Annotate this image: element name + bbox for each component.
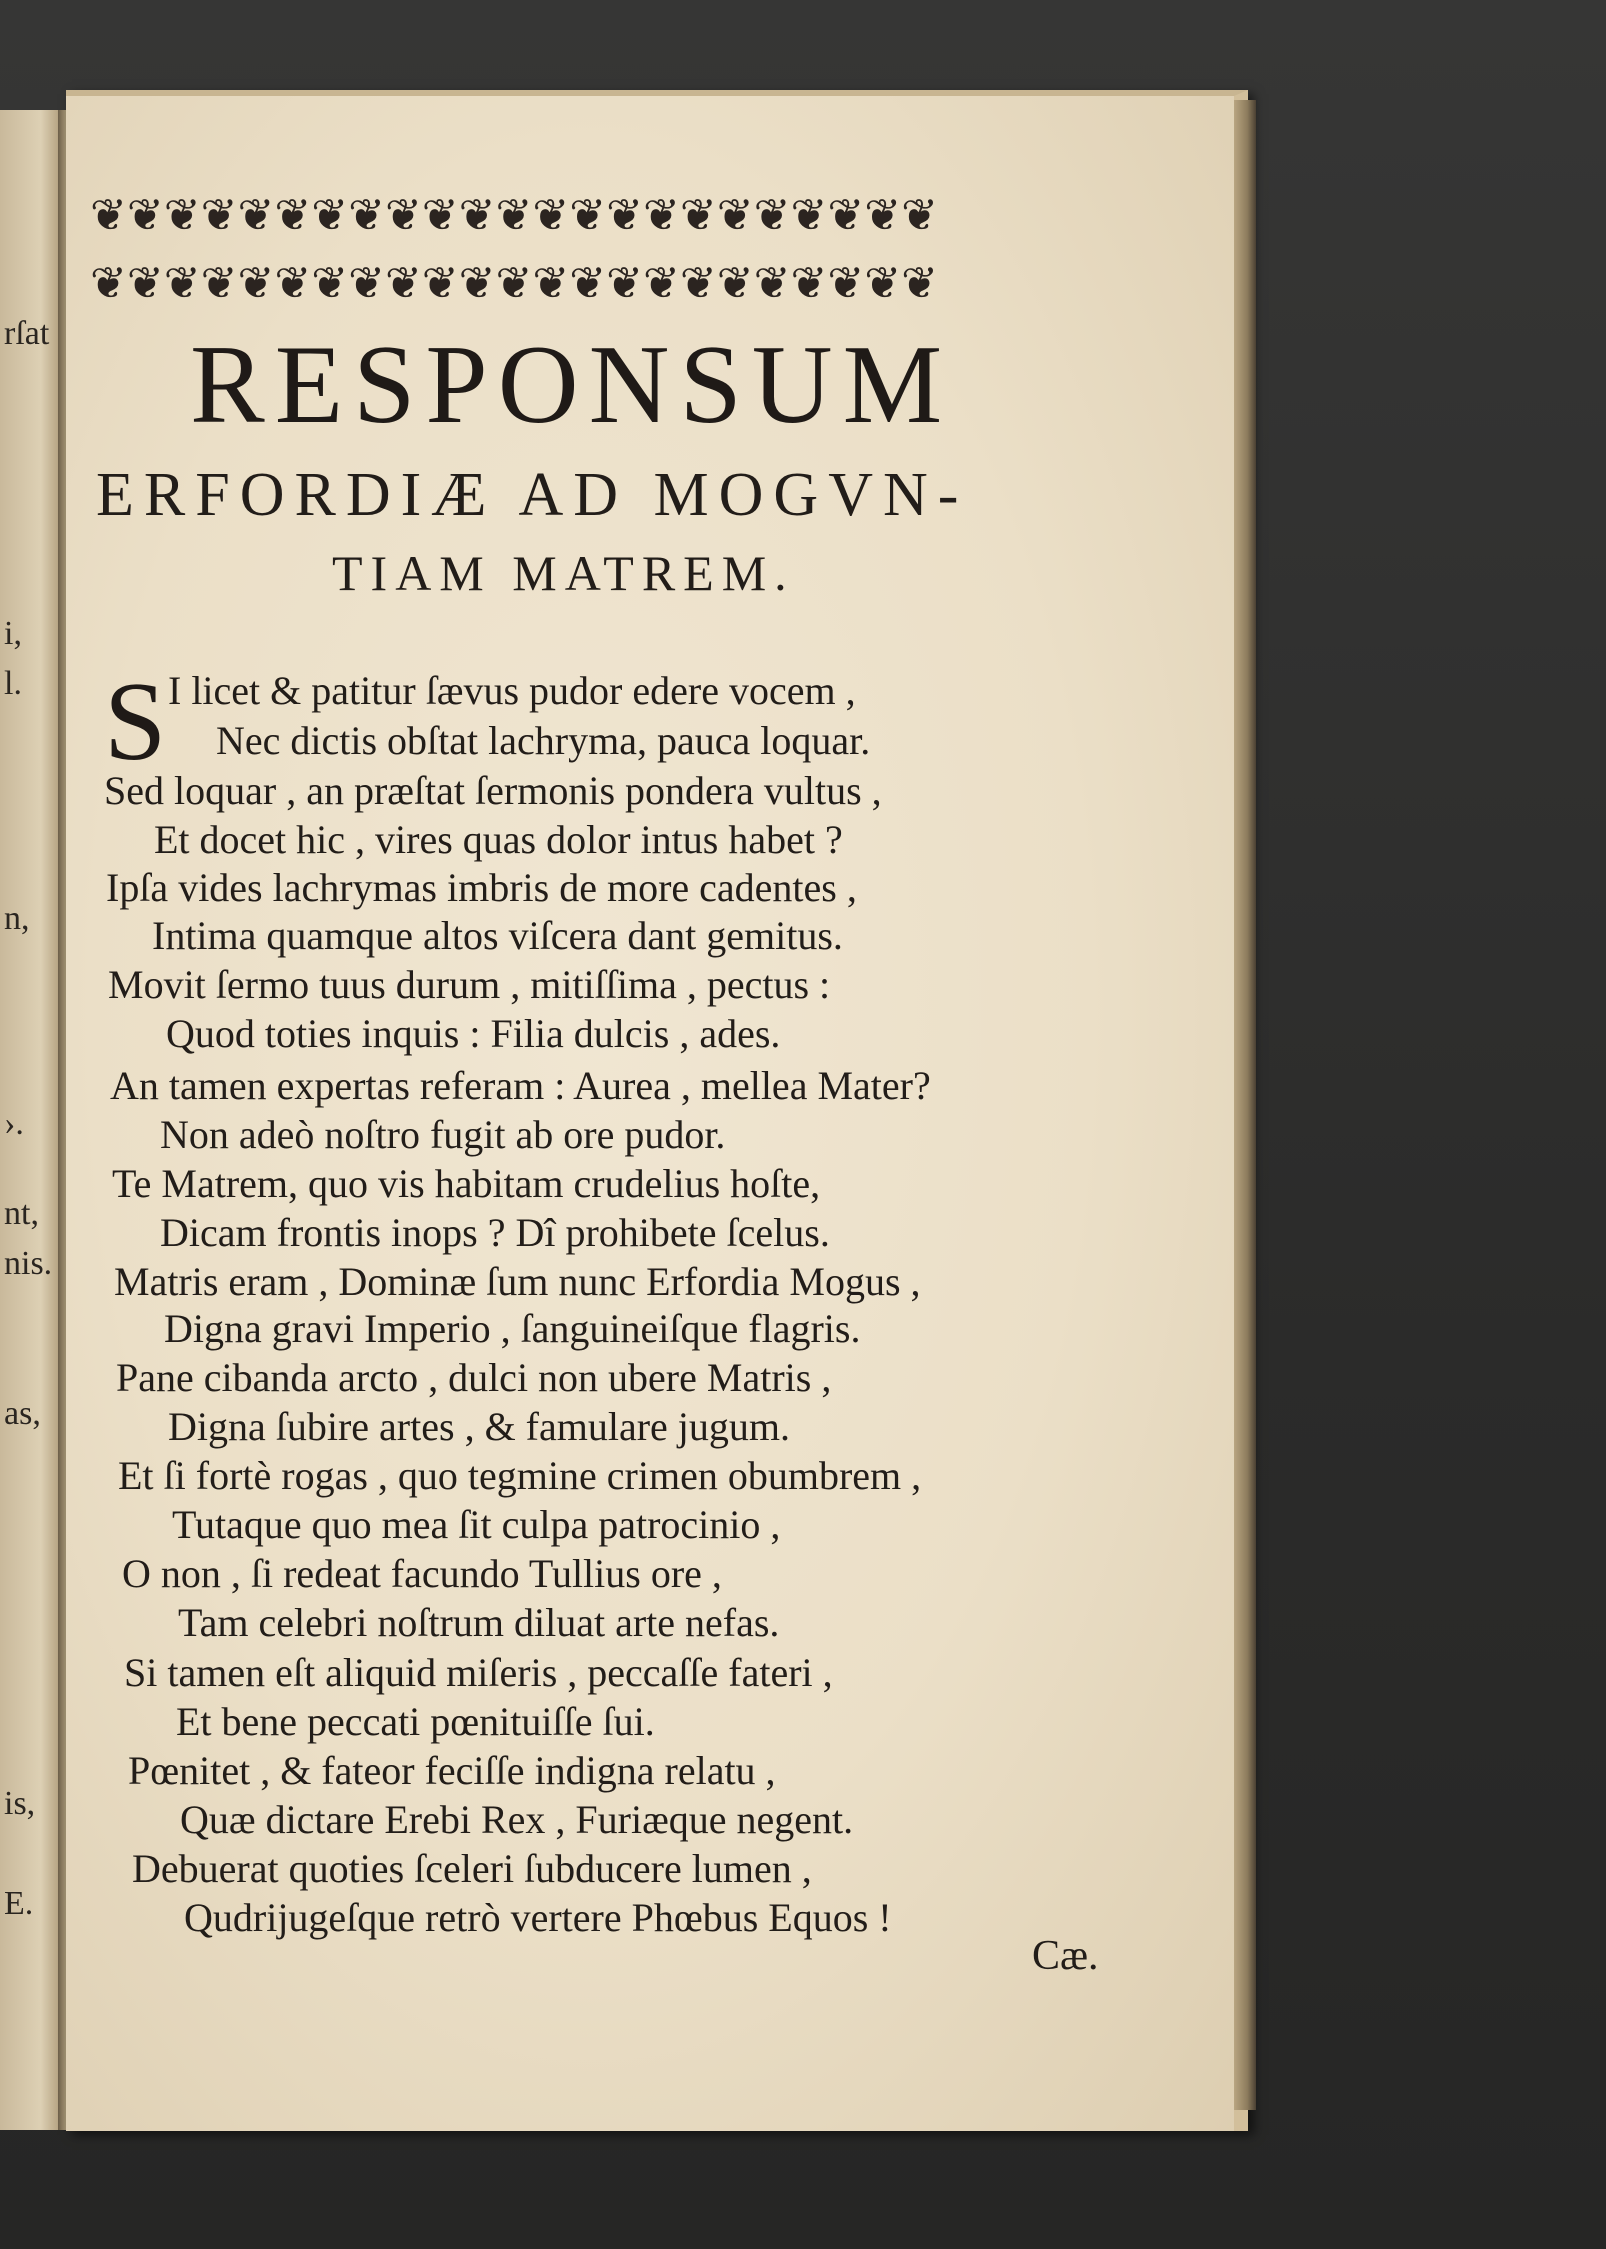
verse-line: Tam celebri noſtrum diluat arte nefas. [178, 1600, 780, 1645]
verse-line: Dicam frontis inops ? Dî prohibete ſcelus. [160, 1210, 830, 1255]
verse-line: An tamen expertas referam : Aurea , mellea Mater? [110, 1063, 931, 1108]
verse-line: Si tamen eſt aliquid miſeris , peccaſſe fateri , [124, 1650, 833, 1695]
facing-page-fragment: n, [4, 900, 30, 937]
page-edge [1234, 100, 1256, 2110]
facing-page-fragment: rſat [4, 315, 50, 352]
facing-page-fragment: ›. [4, 1105, 24, 1142]
verse-line: Quod toties inquis : Filia dulcis , ades. [166, 1011, 781, 1056]
facing-page-fragment: l. [4, 665, 22, 702]
ornament-row-bottom: ❦❦❦❦❦❦❦❦❦❦❦❦❦❦❦❦❦❦❦❦❦❦❦ [90, 259, 938, 308]
facing-page-fragment: is, [4, 1785, 36, 1822]
subtitle-line-1: ERFORDIÆ AD MOGVN- [96, 461, 969, 529]
verse-line: Non adeò noſtro fugit ab ore pudor. [160, 1112, 726, 1157]
verse-line: Intima quamque altos viſcera dant gemitus. [152, 913, 843, 958]
verse-line: I licet & patitur ſævus pudor edere vocem , [168, 668, 856, 713]
verse-line: Tutaque quo mea ſit culpa patrocinio , [172, 1502, 781, 1547]
facing-page-fragment: nis. [4, 1245, 53, 1282]
verse-line: Ipſa vides lachrymas imbris de more cadentes , [106, 865, 857, 910]
verse-line: Pœnitet , & fateor feciſſe indigna relatu , [128, 1748, 776, 1793]
verse-line: Matris eram , Dominæ ſum nunc Erfordia Mogus , [114, 1259, 921, 1304]
facing-page-fragment: nt, [4, 1195, 39, 1232]
verse-line: Movit ſermo tuus durum , mitiſſima , pectus : [108, 962, 831, 1007]
facing-page-fragment: i, [4, 615, 22, 652]
verse-line: Digna gravi Imperio , ſanguineiſque flagris. [164, 1306, 861, 1351]
verse-line: Debuerat quoties ſceleri ſubducere lumen , [132, 1846, 812, 1891]
verse-line: Qudrijugeſque retrò vertere Phœbus Equos ! [184, 1895, 892, 1940]
verse-line: Et docet hic , vires quas dolor intus habet ? [154, 817, 843, 862]
facing-page-fragment: E. [4, 1885, 34, 1922]
page-title: RESPONSUM [190, 323, 953, 447]
ornament-row-top: ❦❦❦❦❦❦❦❦❦❦❦❦❦❦❦❦❦❦❦❦❦❦❦ [90, 191, 938, 240]
drop-cap: S [104, 660, 167, 784]
verse-line: Te Matrem, quo vis habitam crudelius hoſte, [112, 1161, 821, 1206]
facing-page-edge [0, 110, 60, 2130]
verse-line: Nec dictis obſtat lachryma, pauca loquar. [216, 718, 871, 763]
verse-line: Pane cibanda arcto , dulci non ubere Matris , [116, 1355, 832, 1400]
verse-line: Digna ſubire artes , & famulare jugum. [168, 1404, 791, 1449]
subtitle-line-2: TIAM MATREM. [332, 545, 795, 601]
verse-line: Et ſi fortè rogas , quo tegmine crimen obumbrem , [118, 1453, 922, 1498]
verse-line: Quæ dictare Erebi Rex , Furiæque negent. [180, 1797, 854, 1842]
printers-ornament-band [90, 190, 1080, 310]
verse-line: O non , ſi redeat facundo Tullius ore , [122, 1551, 722, 1596]
book-gutter [58, 110, 66, 2130]
catchword: Cæ. [1032, 1933, 1099, 1979]
facing-page-fragment: as, [4, 1395, 41, 1432]
verse-line: Sed loquar , an præſtat ſermonis pondera vultus , [104, 768, 882, 813]
verse-line: Et bene peccati pœnituiſſe ſui. [176, 1699, 655, 1744]
